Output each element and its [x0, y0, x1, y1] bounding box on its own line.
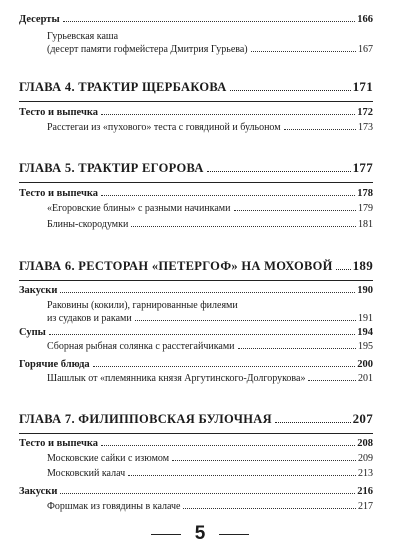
toc-item: [47, 203, 373, 214]
page-number: 209: [358, 453, 373, 464]
toc-item: [47, 31, 373, 42]
chapter-page-number: 189: [352, 258, 373, 273]
entry-label: Московский калач: [47, 468, 126, 479]
page-footer: [0, 524, 400, 544]
entry-label: Тесто и выпечка: [19, 438, 99, 449]
dot-leader: [238, 348, 356, 349]
entry-label: Тесто и выпечка: [19, 188, 99, 199]
page-number: 167: [358, 44, 373, 55]
chapter-rule: [19, 101, 373, 102]
toc-section: [19, 438, 373, 449]
dot-leader: [60, 493, 355, 494]
page-number: 166: [357, 14, 373, 25]
entry-label: Московские сайки с изюмом: [47, 453, 170, 464]
entry-label: Расстегаи из «пухового» теста с говядиной и бульоном: [47, 122, 281, 133]
page-number: 179: [358, 203, 373, 214]
toc-section: [19, 14, 373, 25]
page-number: 181: [358, 219, 373, 230]
dot-leader: [101, 195, 355, 196]
toc-item-continuation: [47, 44, 373, 55]
page-number: 178: [357, 188, 373, 199]
dot-leader: [251, 51, 356, 52]
chapter-page-number: 177: [352, 160, 373, 175]
page-number: 201: [358, 373, 373, 384]
entry-label: Гурьевская каша: [47, 31, 119, 42]
dot-leader: [336, 269, 351, 270]
dot-leader: [275, 422, 351, 423]
chapter-rule: [19, 433, 373, 434]
toc-section: [19, 107, 373, 118]
chapter-page-number: 171: [352, 79, 373, 94]
entry-label: Десерты: [19, 14, 60, 25]
dot-leader: [183, 508, 356, 509]
entry-label: Форшмак из говядины в калаче: [47, 501, 181, 512]
entry-label: Раковины (кокили), гарнированные филеями: [47, 300, 238, 311]
toc-item: [47, 501, 373, 512]
entry-label: Тесто и выпечка: [19, 107, 99, 118]
page-number: 190: [357, 285, 373, 296]
toc-item: [47, 373, 373, 384]
page-number: 194: [357, 327, 373, 338]
dot-leader: [60, 292, 355, 293]
page-number: 172: [357, 107, 373, 118]
page-number: 217: [358, 501, 373, 512]
page-number: 191: [358, 313, 373, 324]
page-number: 200: [357, 359, 373, 370]
dot-leader: [128, 475, 356, 476]
toc-section: [19, 285, 373, 296]
dot-leader: [101, 445, 355, 446]
toc-section: [19, 359, 373, 370]
toc-item: [47, 122, 373, 133]
chapter-title: ГЛАВА 4. ТРАКТИР ЩЕРБАКОВА: [19, 80, 227, 94]
entry-label: Закуски: [19, 285, 58, 296]
dot-leader: [93, 366, 356, 367]
page-number: 195: [358, 341, 373, 352]
chapter-heading: [19, 411, 373, 427]
chapter-page-number: 207: [352, 411, 373, 426]
entry-label: «Егоровские блины» с разными начинками: [47, 203, 231, 214]
dot-leader: [234, 210, 357, 211]
chapter-rule: [19, 280, 373, 281]
chapter-title: ГЛАВА 6. РЕСТОРАН «ПЕТЕРГОФ» НА МОХОВОЙ: [19, 259, 333, 273]
dot-leader: [172, 460, 356, 461]
page-number: 216: [357, 486, 373, 497]
dot-leader: [101, 114, 355, 115]
entry-label: Блины-скородумки: [47, 219, 129, 230]
dot-leader: [131, 226, 356, 227]
toc-item-continuation: [47, 313, 373, 324]
entry-label: Супы: [19, 327, 46, 338]
footer-page-number: 5: [194, 523, 206, 544]
dot-leader: [308, 380, 356, 381]
dot-leader: [230, 90, 351, 91]
toc-section: [19, 327, 373, 338]
footer-dash-left: [151, 534, 181, 535]
entry-label: (десерт памяти гофмейстера Дмитрия Гурьева): [47, 44, 248, 55]
toc-section: [19, 188, 373, 199]
toc-section: [19, 486, 373, 497]
chapter-title: ГЛАВА 5. ТРАКТИР ЕГОРОВА: [19, 161, 204, 175]
entry-label: Закуски: [19, 486, 58, 497]
toc-item: [47, 341, 373, 352]
page-number: 173: [358, 122, 373, 133]
entry-label: Сборная рыбная солянка с расстегайчиками: [47, 341, 235, 352]
chapter-rule: [19, 182, 373, 183]
chapter-heading: [19, 160, 373, 176]
dot-leader: [63, 21, 356, 22]
chapter-heading: [19, 79, 373, 95]
footer-dash-right: [219, 534, 249, 535]
toc-item: [47, 300, 373, 311]
dot-leader: [135, 320, 356, 321]
toc-item: [47, 219, 373, 230]
entry-label: Шашлык от «племянника князя Аргутинского-Долгорукова»: [47, 373, 306, 384]
entry-label: Горячие блюда: [19, 359, 90, 370]
page-number: 213: [358, 468, 373, 479]
dot-leader: [49, 334, 355, 335]
dot-leader: [284, 129, 356, 130]
toc-item: [47, 468, 373, 479]
entry-label: из судаков и раками: [47, 313, 132, 324]
chapter-title: ГЛАВА 7. ФИЛИППОВСКАЯ БУЛОЧНАЯ: [19, 412, 272, 426]
page-number: 208: [357, 438, 373, 449]
toc-item: [47, 453, 373, 464]
dot-leader: [207, 171, 351, 172]
chapter-heading: [19, 258, 373, 274]
